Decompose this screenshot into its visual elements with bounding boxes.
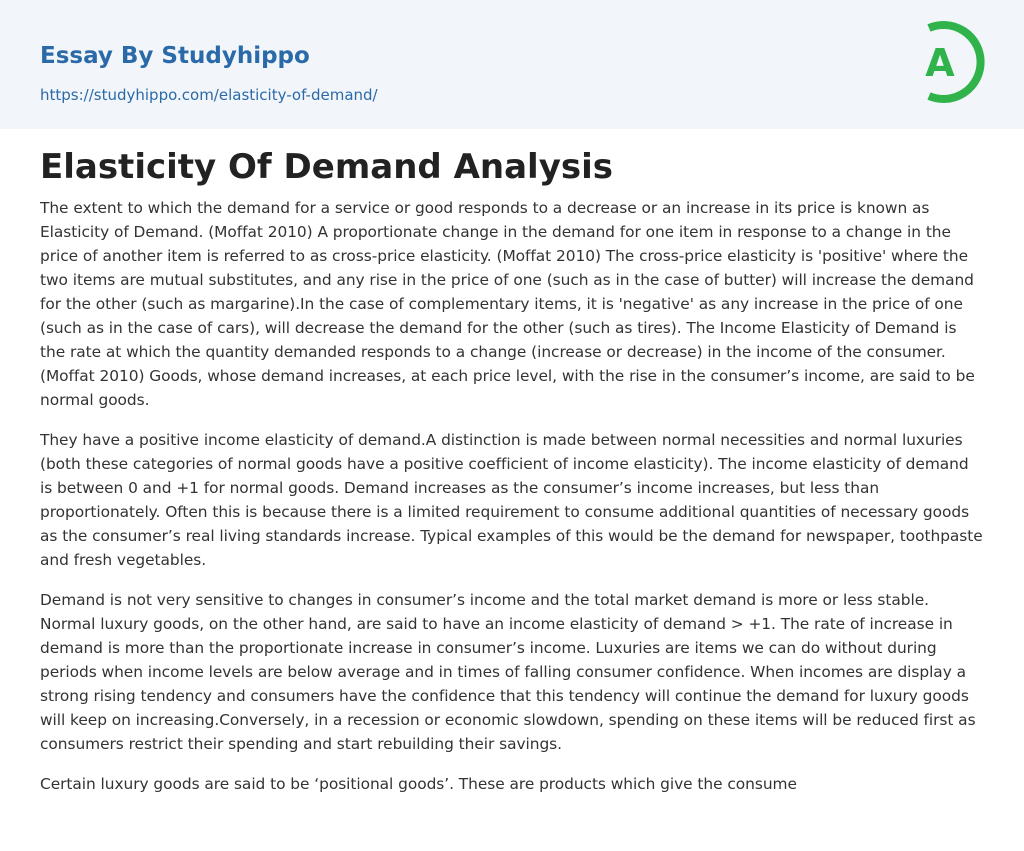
essay-paragraph: The extent to which the demand for a service or good responds to a decrease or an increase in its price is known as Elasticity of Demand. (Moffat 2010) A proportionate change in the demand for one item in response to a change in the price of another item is referred to as cross-price elasticity. (Moffat 2010) The cross-price elasticity is 'positive' where the two items are mutual substitutes, and any rise in the price of one (such as in the case of butter) will increase the demand for the other (such as margarine).In the case of complementary items, it is 'negative' as any increase in the price of one (such as in the case of cars), will decrease the demand for the other (such as tires). The Income Elasticity of Demand is the rate at which the quantity demanded responds to a change (increase or decrease) in the income of the consumer. (Moffat 2010) Goods, whose demand increases, at each price level, with the rise in the consumer’s income, are said to be normal goods. xyxy=(40,199,975,409)
studyhippo-logo-icon[interactable] xyxy=(908,16,990,108)
site-header xyxy=(0,0,1024,129)
site-brand[interactable]: Essay By Studyhippo xyxy=(40,43,310,69)
essay-content xyxy=(40,145,984,812)
essay-paragraph: Demand is not very sensitive to changes in consumer’s income and the total market demand is more or less stable. Normal luxury goods, on the other hand, are said to have an income elasticity of demand > +1. The rate of increase in demand is more than the proportionate increase in consumer’s income. Luxuries are items we can do without during periods when income levels are below average and in times of falling consumer confidence. When incomes are display a strong rising tendency and consumers have the confidence that this tendency will continue the demand for luxury goods will keep on increasing.Conversely, in a recession or economic slowdown, spending on these items will be reduced first as consumers restrict their spending and start rebuilding their savings. xyxy=(40,591,976,753)
essay-paragraph-truncated: Certain luxury goods are said to be ‘positional goods’. These are products which give the consume xyxy=(40,775,797,793)
logo-letter: A xyxy=(925,41,955,85)
essay-url-link[interactable]: https://studyhippo.com/elasticity-of-demand/ xyxy=(40,86,378,104)
essay-paragraph: They have a positive income elasticity of demand.A distinction is made between normal necessities and normal luxuries (both these categories of normal goods have a positive coefficient of income elasticity). The income elasticity of demand is between 0 and +1 for normal goods. Demand increases as the consumer’s income increases, but less than proportionately. Often this is because there is a limited requirement to consume additional quantities of necessary goods as the consumer’s real living standards increase. Typical examples of this would be the demand for newspaper, toothpaste and fresh vegetables. xyxy=(40,431,983,569)
essay-title: Elasticity Of Demand Analysis xyxy=(40,147,614,187)
